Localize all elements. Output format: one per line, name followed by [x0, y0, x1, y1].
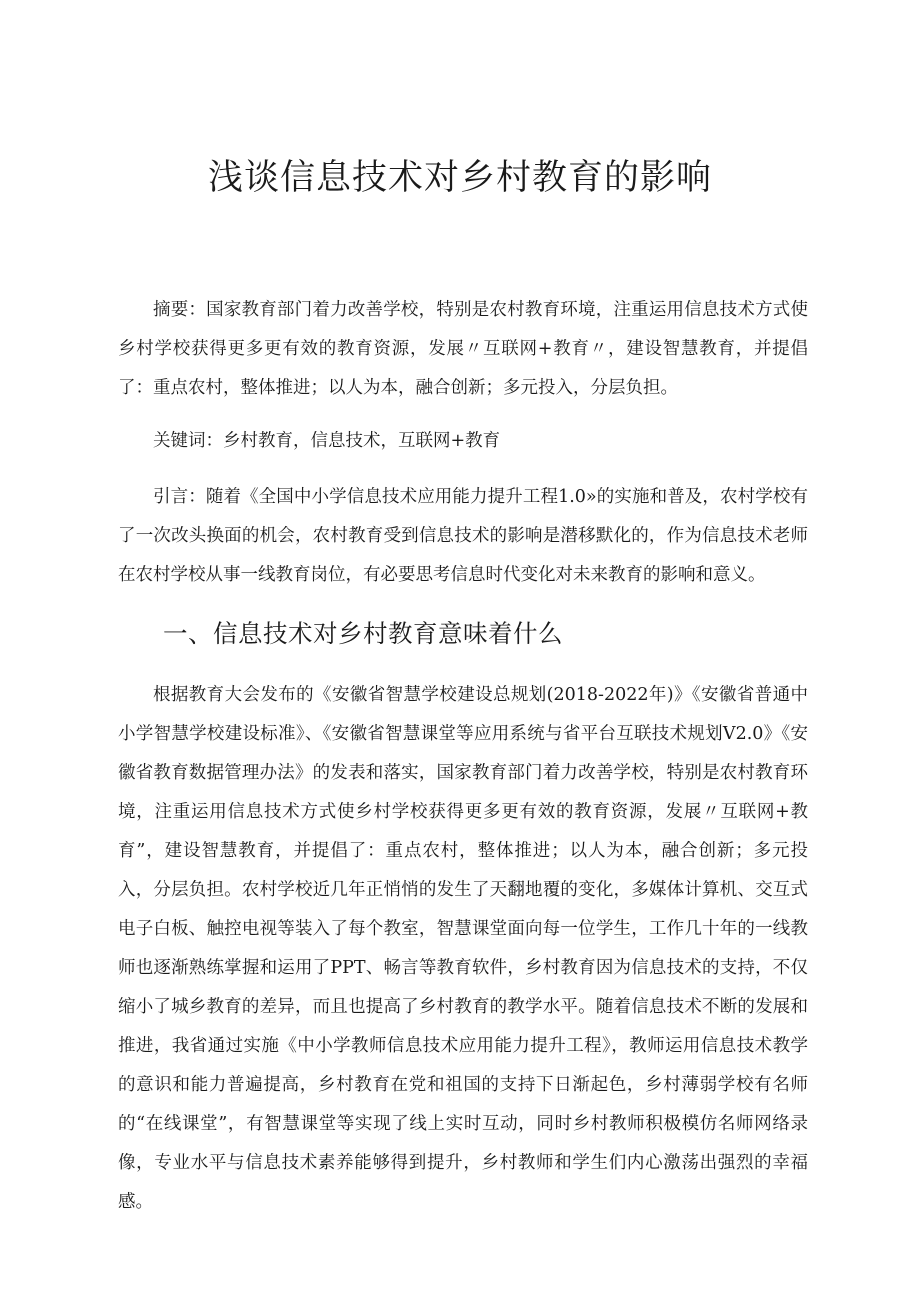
- section-heading: 一、信息技术对乡村教育意味着什么: [163, 619, 563, 648]
- abstract-paragraph: 摘要：国家教育部门着力改善学校，特别是农村教育环境，注重运用信息技术方式使乡村学校获得更多更有效的教育资源，发展〃互联网+教育〃，建设智慧教育，并提倡了：重点农村，整体推进；以人为本，融合创新；多元投入，分层负担。: [118, 300, 808, 398]
- document-title: 浅谈信息技术对乡村教育的影响: [207, 158, 712, 198]
- section-body-paragraph: 根据教育大会发布的《安徽省智慧学校建设总规划(2018-2022年)》《安徽省普通中小学智慧学校建设标准》、《安徽省智慧课堂等应用系统与省平台互联技术规划V2.0》《安徽省教育数据管理办法》的发表和落实，国家教育部门着力改善学校，特别是农村教育环境，注重运用信息技术方式使乡村学校获得更多更有效的教育资源，发展〃互联网+教育”，建设智慧教育，并提倡了：重点农村，整体推进；以人为本，融合创新；多元投入，分层负担。农村学校近几年正悄悄的发生了天翻地覆的变化，多媒体计算机、交互式电子白板、触控电视等装入了每个教室，智慧课堂面向每一位学生，工作几十年的一线教师也逐渐熟练掌握和运用了PPT、畅言等教育软件，乡村教育因为信息技术的支持，不仅缩小了城乡教育的差异，而且也提高了乡村教育的教学水平。随着信息技术不断的发展和推进，我省通过实施《中小学教师信息技术应用能力提升工程》，教师运用信息技术教学的意识和能力普遍提高，乡村教育在党和祖国的支持下日渐起色，乡村薄弱学校有名师的“在线课堂”，有智慧课堂等实现了线上实时互动，同时乡村教师积极模仿名师网络录像，专业水平与信息技术素养能够得到提升，乡村教师和学生们内心激荡出强烈的幸福感。: [118, 685, 808, 1212]
- introduction-paragraph: 引言：随着《全国中小学信息技术应用能力提升工程1.0»的实施和普及，农村学校有了一次改头换面的机会，农村教育受到信息技术的影响是潜移默化的，作为信息技术老师在农村学校从事一线教育岗位，有必要思考信息时代变化对未来教育的影响和意义。: [118, 487, 808, 585]
- keywords-paragraph: 关键词：乡村教育，信息技术，互联网+教育: [153, 431, 501, 451]
